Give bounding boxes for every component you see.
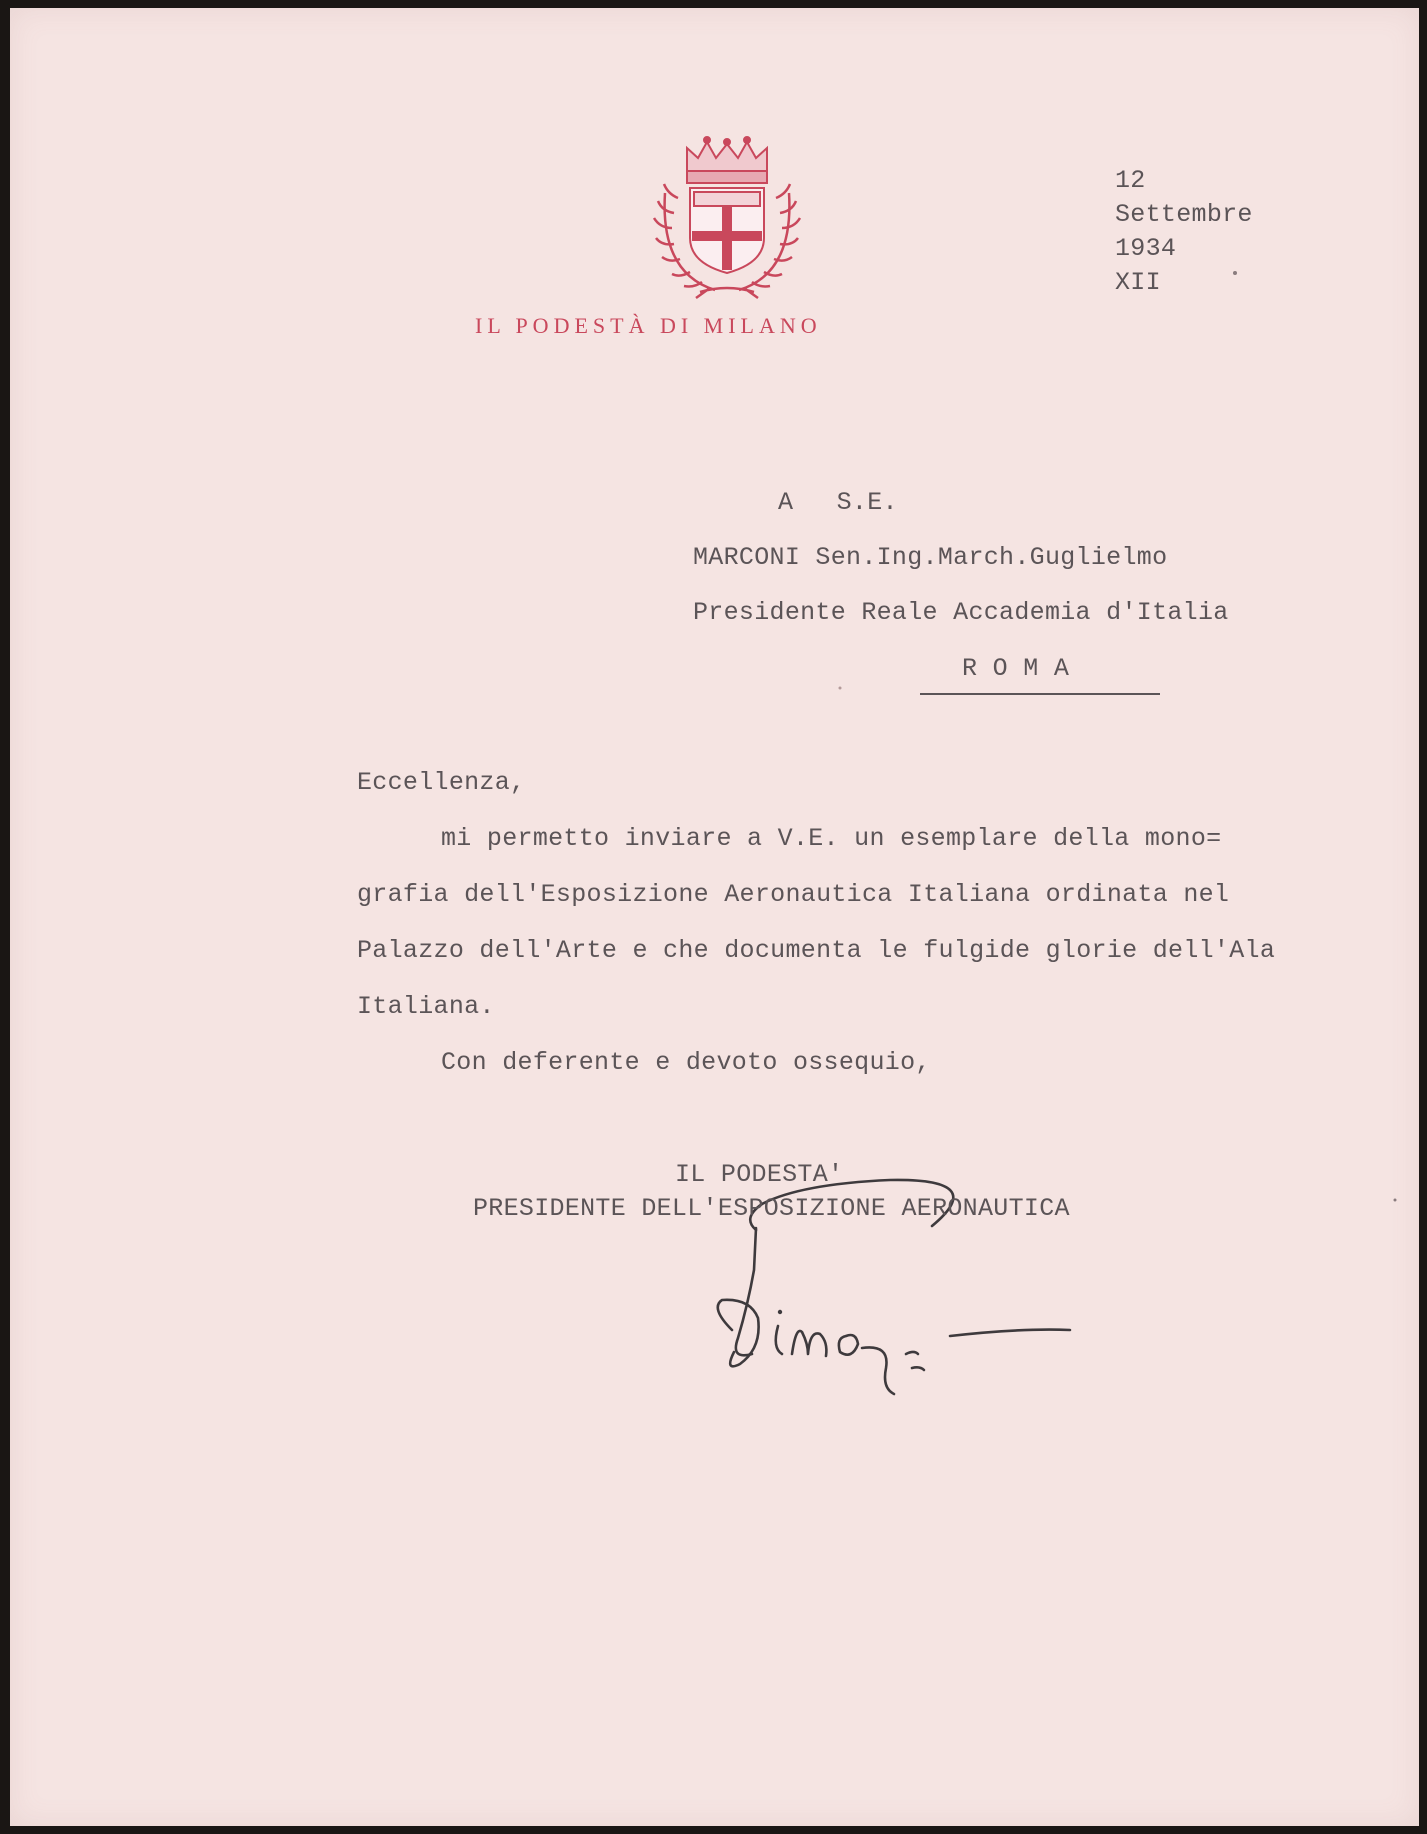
body-line-3: Palazzo dell'Arte e che documenta le fulgide glorie dell'Ala [357,936,1276,965]
body-line-4: Italiana. [357,992,495,1021]
date-year: 1934 [1115,234,1177,263]
letter-closing: Con deferente e devoto ossequio, [441,1048,931,1077]
letter-sheet [10,8,1419,1826]
signature-title: IL PODESTA' [675,1160,844,1189]
recipient-salutation: A S.E. [778,488,898,517]
signature-role: PRESIDENTE DELL'ESPOSIZIONE AERONAUTICA [473,1194,1070,1223]
body-line-2: grafia dell'Esposizione Aeronautica Italiana ordinata nel [357,880,1230,909]
crest-of-milan-icon [654,137,800,298]
date-month: Settembre [1115,200,1253,229]
recipient-title: Presidente Reale Accademia d'Italia [693,598,1229,627]
letter-page [10,8,1419,1826]
date-day: 12 [1115,166,1146,195]
body-line-1: mi permetto inviare a V.E. un esemplare della mono= [441,824,1222,853]
paper-speck [839,687,842,690]
recipient-city: R O M A [962,654,1070,683]
paper-speck [1233,271,1237,275]
date-era: XII [1115,268,1161,297]
letter-greeting: Eccellenza, [357,768,526,797]
letterhead-title: IL PODESTÀ DI MILANO [475,313,822,338]
paper-speck [1394,1199,1397,1202]
recipient-name: MARCONI Sen.Ing.March.Guglielmo [693,543,1168,572]
city-underline [920,693,1160,695]
